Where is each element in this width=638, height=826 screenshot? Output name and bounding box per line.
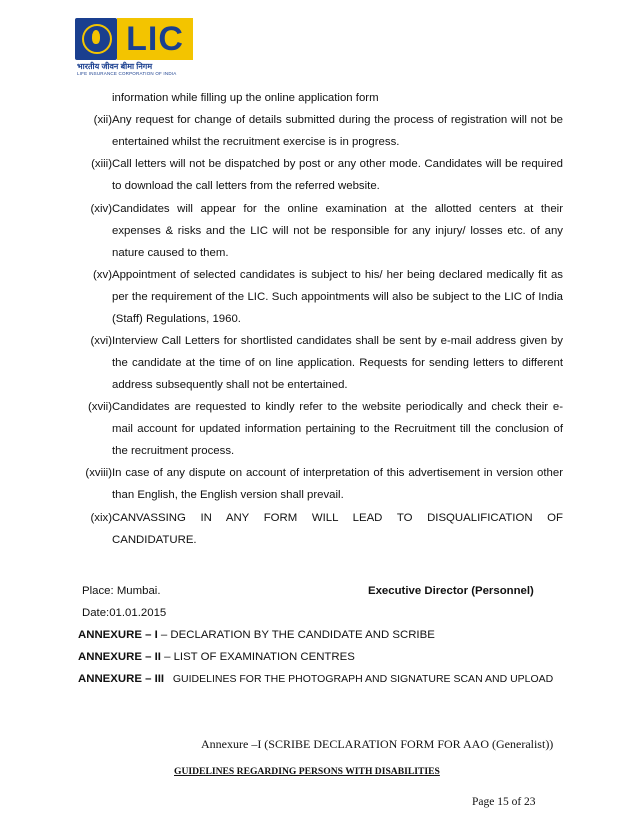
item-line: per the requirement of the LIC. Such appointments will also be subject to the LIC of India: [112, 291, 563, 303]
guidelines-heading: GUIDELINES REGARDING PERSONS WITH DISABILITIES: [174, 766, 440, 777]
item-number: (xvi): [90, 335, 112, 347]
item-number: (xvii): [87, 401, 112, 413]
logo-hindi-text: भारतीय जीवन बीमा निगम: [77, 62, 153, 71]
item-line: than English, the English version shall prevail.: [112, 489, 344, 501]
item-line: Appointment of selected candidates is subject to his/ her being declared medically fit as: [112, 269, 563, 281]
item-line: CANDIDATURE.: [112, 534, 197, 546]
item-number: (xii): [93, 114, 112, 126]
item-line: the candidate at the time of on line application. Requests for sending letters to different: [112, 357, 563, 369]
page-number: Page 15 of 23: [472, 796, 536, 808]
item-number: (xix): [90, 512, 112, 524]
logo-english-text: LIFE INSURANCE CORPORATION OF INDIA: [77, 71, 177, 76]
item-line: In case of any dispute on account of interpretation of this advertisement in version other: [112, 467, 563, 479]
logo-word: LIC: [117, 18, 193, 60]
item-line: Any request for change of details submitted during the process of registration will not be: [112, 114, 563, 126]
annexure-line-1: ANNEXURE – I – DECLARATION BY THE CANDIDATE AND SCRIBE: [78, 629, 435, 641]
lic-logo: [75, 18, 193, 76]
item-line: address subsequently shall not be entertained.: [112, 379, 348, 391]
lic-emblem-icon: [75, 18, 117, 60]
item-number: (xiv): [90, 203, 112, 215]
item-line: Call letters will not be dispatched by post or any other mode. Candidates will be required: [112, 158, 563, 170]
item-line: to download the call letters from the referred website.: [112, 180, 380, 192]
intro-line: information while filling up the online application form: [112, 92, 379, 104]
annexure-heading: Annexure –I (SCRIBE DECLARATION FORM FOR AAO (Generalist)): [201, 737, 554, 751]
item-line: nature caused to them.: [112, 247, 229, 259]
date-text: Date:01.01.2015: [82, 607, 167, 619]
annexure-line-3: ANNEXURE – III GUIDELINES FOR THE PHOTOGRAPH AND SIGNATURE SCAN AND UPLOAD: [78, 673, 554, 685]
item-number: (xviii): [85, 467, 112, 479]
place-text: Place: Mumbai.: [82, 585, 161, 597]
item-line: Candidates are requested to kindly refer to the website periodically and check their e-: [112, 401, 563, 413]
signatory-text: Executive Director (Personnel): [368, 585, 534, 597]
item-line: entertained whilst the recruitment exercise is in progress.: [112, 136, 400, 148]
item-line: CANVASSING IN ANY FORM WILL LEAD TO DISQUALIFICATION OF: [112, 512, 563, 524]
item-number: (xiii): [91, 158, 112, 170]
item-line: the recruitment process.: [112, 445, 235, 457]
item-line: Candidates will appear for the online examination at the allotted centers at their: [112, 203, 563, 215]
item-number: (xv): [93, 269, 112, 281]
item-line: (Staff) Regulations, 1960.: [112, 313, 241, 325]
annexure-line-2: ANNEXURE – II – LIST OF EXAMINATION CENTRES: [78, 651, 355, 663]
item-line: Interview Call Letters for shortlisted candidates shall be sent by e-mail address given by: [112, 335, 563, 347]
item-line: mail account for updated information pertaining to the Recruitment till the conclusion of: [112, 423, 563, 435]
item-line: expenses & risks and the LIC will not be responsible for any injury/ losses etc. of any: [112, 225, 563, 237]
